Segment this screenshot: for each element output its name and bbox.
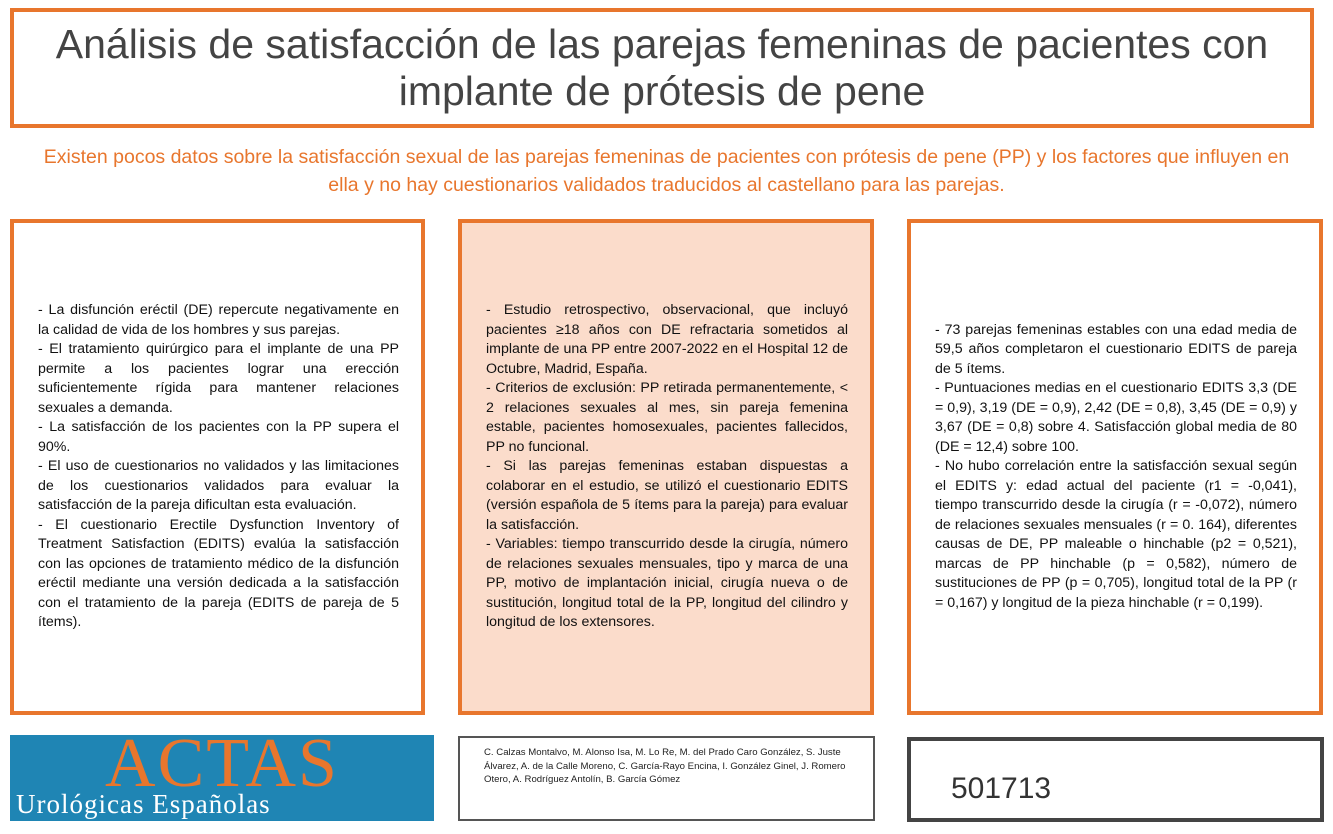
results-paragraph-3: - No hubo correlación entre la satisfacción sexual según el EDITS y: edad actual del paciente (r1 = -0,041), tiempo transcurrido desde la cirugía (r = -0,072), número de relaciones sexuales mensuales (r = 0. 164), diferentes causas de DE, PP maleable o hinchable (p2 = 0,521), marcas de PP hinchable (p = 0,582), número de sustituciones de PP (p = 0,705), longitud total de la PP (r = 0,167) y longitud de la pieza hinchable (r = 0,199). (935, 458, 1297, 611)
logo-main-text: ACTAS (105, 735, 339, 802)
authors-box (458, 736, 875, 821)
code-box (907, 737, 1324, 822)
methods-paragraph-2: - Criterios de exclusión: PP retirada permanentemente, < 2 relaciones sexuales al mes, sin pareja femenina estable, pacientes homosexuales, pacientes fallecidos, PP no funcional. (486, 380, 848, 455)
intro-paragraph-5: - El cuestionario Erectile Dysfunction Inventory of Treatment Satisfaction (EDITS) evalúa la satisfacción con las opciones de tratamiento médico de la disfunción eréctil mediante una versión dedicada a la satisfacción con el tratamiento de la pareja (EDITS de pareja de 5 ítems). (38, 516, 399, 631)
results-column (907, 219, 1323, 715)
intro-text: Existen pocos datos sobre la satisfacción sexual de las parejas femeninas de pacientes con prótesis de pene (PP) y los factores que influyen en ella y no hay cuestionarios validados traducidos al castellano para las parejas. (43, 146, 1290, 196)
actas-logo (10, 735, 434, 821)
intro-paragraph-3: - La satisfacción de los pacientes con la PP supera el 90%. (38, 419, 399, 455)
logo-sub-text: Urológicas Españolas (16, 789, 271, 819)
methods-paragraph-1: - Estudio retrospectivo, observacional, que incluyó pacientes ≥18 años con DE refractaria sometidos al implante de una PP entre 2007-2022 en el Hospital 12 de Octubre, Madrid, España. (486, 302, 848, 377)
methods-paragraph-4: - Variables: tiempo transcurrido desde la cirugía, número de relaciones sexuales mensuales, tipo y marca de una PP, motivo de implantación inicial, cirugía nueva o de sustitución, longitud total de la PP, longitud del cilindro y longitud de los extensores. (486, 536, 848, 631)
authors-list: C. Calzas Montalvo, M. Alonso Isa, M. Lo Re, M. del Prado Caro González, S. Juste Álvarez, A. de la Calle Moreno, C. García-Rayo Encina, I. González Ginel, J. Romero Otero, A. Rodríguez Antolín, B. García Gómez (484, 747, 846, 785)
intro-paragraph-2: - El tratamiento quirúrgico para el implante de una PP permite a los pacientes lograr una erección suficientemente rígida para mantener relaciones sexuales a demanda. (38, 341, 399, 416)
introduction-column (10, 219, 425, 715)
methods-paragraph-3: - Si las parejas femeninas estaban dispuestas a colaborar en el estudio, se utilizó el cuestionario EDITS (versión española de 5 ítems para la pareja) para evaluar la satisfacción. (486, 458, 848, 533)
poster-title: Análisis de satisfacción de las parejas femeninas de pacientes con implante de prótesis de pene (55, 21, 1269, 114)
title-box (10, 8, 1314, 128)
intro-paragraph-1: - La disfunción eréctil (DE) repercute negativamente en la calidad de vida de los hombres y sus parejas. (38, 302, 399, 338)
results-paragraph-2: - Puntuaciones medias en el cuestionario EDITS 3,3 (DE = 0,9), 3,19 (DE = 0,9), 2,42 (DE = 0,8), 3,45 (DE = 0,9) y 3,67 (DE = 0,8) sobre 4. Satisfacción global media de 80 (DE = 12,4) sobre 100. (935, 380, 1297, 455)
methods-column (458, 219, 874, 715)
intro-paragraph-4: - El uso de cuestionarios no validados y las limitaciones de los cuestionarios validados para evaluar la satisfacción de la pareja dificultan esta evaluación. (38, 458, 399, 514)
results-paragraph-1: - 73 parejas femeninas estables con una edad media de 59,5 años completaron el cuestionario EDITS de pareja de 5 ítems. (935, 321, 1297, 377)
poster-code: 501713 (951, 771, 1052, 805)
